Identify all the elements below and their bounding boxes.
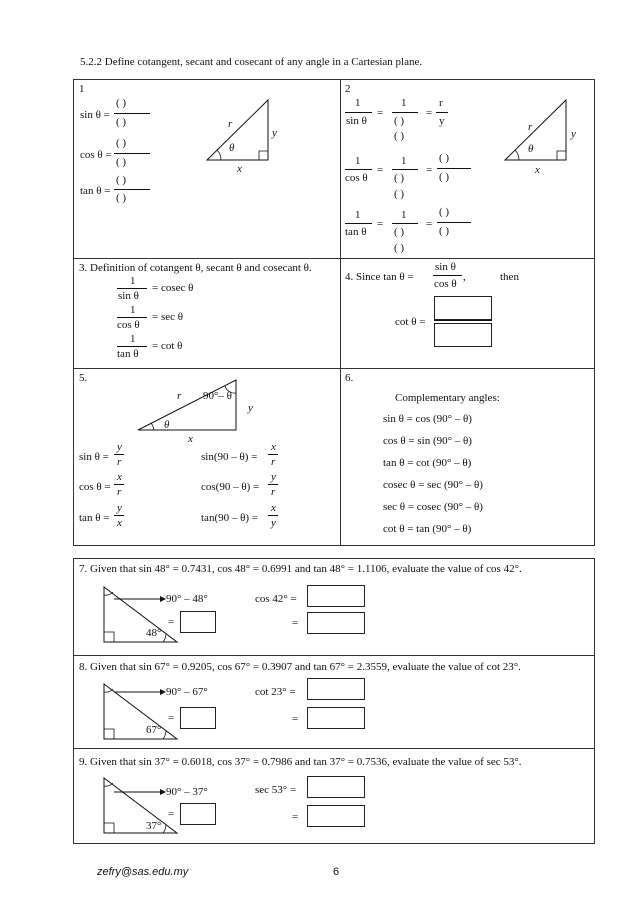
one: 1: [401, 155, 407, 167]
since-prefix: 4. Since tan θ =: [345, 271, 414, 283]
one: 1: [355, 155, 361, 167]
answer-box-angle[interactable]: [180, 803, 216, 825]
one: 1: [355, 209, 361, 221]
question-8-text: 8. Given that sin 67° = 0.9205, cos 67° = 0.3907 and tan 67° = 2.3559, evaluate the value of cot 23°.: [79, 661, 521, 673]
frac-den: r: [271, 456, 276, 468]
complementary-heading: Complementary angles:: [395, 392, 500, 404]
tan-den: tan θ: [345, 226, 367, 238]
frac-den: x: [117, 517, 122, 529]
equals: =: [426, 164, 433, 176]
one: 1: [401, 97, 407, 109]
identity-line: tan θ = cot (90° – θ): [383, 457, 472, 469]
cell-1-number: 1: [79, 83, 85, 95]
frac-den: r: [271, 486, 276, 498]
tri-theta-label: θ: [528, 143, 534, 155]
paren-blank: ( ): [439, 225, 450, 237]
one: 1: [130, 304, 136, 316]
tri-x-label: x: [535, 164, 540, 176]
tri-theta-label: θ: [229, 142, 235, 154]
tri-r-label: r: [177, 390, 182, 402]
paren-blank: ( ): [116, 192, 127, 204]
paren-blank: ( ): [394, 188, 405, 200]
tri-theta-label: θ: [164, 419, 170, 431]
footer-email: zefry@sas.edu.my: [97, 866, 189, 878]
complement-arrow-label: 90° – 67°: [166, 686, 208, 698]
then-word: then: [500, 271, 519, 283]
sin-complement-label: sin(90 – θ) =: [201, 451, 258, 463]
equals: =: [168, 712, 175, 724]
paren-blank: ( ): [394, 242, 405, 254]
paren-blank: ( ): [116, 174, 127, 186]
tri-x-label: x: [237, 163, 242, 175]
sin-den: sin θ: [118, 290, 139, 302]
target-label: sec 53° =: [255, 784, 297, 796]
equals: =: [426, 107, 433, 119]
cot-label: cot θ =: [395, 316, 426, 328]
paren-blank: ( ): [116, 116, 127, 128]
frac-den: y: [271, 517, 276, 529]
given-angle: 48°: [146, 627, 162, 639]
section-title: 5.2.2 Define cotangent, secant and cosecant of any angle in a Cartesian plane.: [80, 56, 423, 68]
complement-arrow-label: 90° – 48°: [166, 593, 208, 605]
equals: =: [377, 218, 384, 230]
frac-num: y: [117, 441, 122, 453]
cos-den: cos θ: [345, 172, 368, 184]
paren-blank: ( ): [439, 171, 450, 183]
equals: =: [168, 616, 175, 628]
one: 1: [130, 275, 136, 287]
question-7-text: 7. Given that sin 48° = 0.7431, cos 48° = 0.6991 and tan 48° = 1.1106, evaluate the value of cos 42°.: [79, 563, 522, 575]
paren-blank: ( ): [116, 137, 127, 149]
given-angle: 67°: [146, 724, 162, 736]
cell-6-number: 6.: [345, 372, 354, 384]
equals: =: [377, 107, 384, 119]
sin-den: sin θ: [346, 115, 367, 127]
equals: =: [426, 218, 433, 230]
complement-arrow-label: 90° – 37°: [166, 786, 208, 798]
cos-label: cos θ =: [79, 481, 111, 493]
frac-num: y: [117, 502, 122, 514]
equals: =: [292, 617, 299, 629]
identity-line: cot θ = tan (90° – θ): [383, 523, 472, 535]
cos-complement-label: cos(90 – θ) =: [201, 481, 260, 493]
identity-line: cosec θ = sec (90° – θ): [383, 479, 483, 491]
tri-y-label: y: [272, 127, 277, 139]
tri-y-label: y: [571, 128, 576, 140]
frac-num: x: [271, 441, 276, 453]
r-num: r: [439, 97, 443, 109]
one: 1: [401, 209, 407, 221]
paren-blank: ( ): [439, 206, 450, 218]
paren-blank: ( ): [116, 156, 127, 168]
equals: =: [168, 808, 175, 820]
equals: =: [292, 811, 299, 823]
tan-label: tan θ =: [79, 512, 110, 524]
y-den: y: [439, 115, 445, 127]
identity-line: cos θ = sin (90° – θ): [383, 435, 472, 447]
frac-num: x: [117, 471, 122, 483]
cot-def: = cot θ: [152, 340, 183, 352]
cell-3-title: 3. Definition of cotangent θ, secant θ and cosecant θ.: [79, 262, 312, 274]
given-angle: 37°: [146, 820, 162, 832]
paren-blank: ( ): [439, 152, 450, 164]
answer-box-value[interactable]: [307, 805, 365, 827]
equals: =: [377, 164, 384, 176]
cosec-def: = cosec θ: [152, 282, 194, 294]
paren-blank: ( ): [116, 97, 127, 109]
cell-5-number: 5.: [79, 372, 88, 384]
tan-label: tan θ =: [80, 185, 111, 197]
sin-label: sin θ =: [80, 109, 110, 121]
one: 1: [130, 333, 136, 345]
cos-label: cos θ =: [80, 149, 112, 161]
one: 1: [355, 97, 361, 109]
equals: =: [292, 713, 299, 725]
tan-num: sin θ: [435, 261, 456, 273]
sin-label: sin θ =: [79, 451, 109, 463]
target-label: cos 42° =: [255, 593, 297, 605]
question-9-text: 9. Given that sin 37° = 0.6018, cos 37° = 0.7986 and tan 37° = 0.7536, evaluate the value of sec 53°.: [79, 756, 522, 768]
page-number: 6: [333, 866, 340, 878]
sec-def: = sec θ: [152, 311, 184, 323]
paren-blank: ( ): [394, 172, 405, 184]
cell-2-number: 2: [345, 83, 351, 95]
identity-line: sec θ = cosec (90° – θ): [383, 501, 483, 513]
cos-den: cos θ: [117, 319, 140, 331]
frac-num: x: [271, 502, 276, 514]
frac-den: r: [117, 456, 122, 468]
paren-blank: ( ): [394, 130, 405, 142]
tri-x-label: x: [188, 433, 193, 445]
comma: ,: [463, 271, 466, 283]
tan-den: cos θ: [434, 278, 457, 290]
paren-blank: ( ): [394, 115, 405, 127]
tri-r-label: r: [528, 121, 533, 133]
tri-r-label: r: [228, 118, 233, 130]
frac-num: y: [271, 471, 276, 483]
paren-blank: ( ): [394, 226, 405, 238]
tan-complement-label: tan(90 – θ) =: [201, 512, 258, 524]
tri-y-label: y: [248, 402, 253, 414]
tri-complement-label: 90°– θ: [203, 390, 232, 402]
answer-box-identity[interactable]: [307, 776, 365, 798]
target-label: cot 23° =: [255, 686, 296, 698]
frac-den: r: [117, 486, 122, 498]
tan-den: tan θ: [117, 348, 139, 360]
identity-line: sin θ = cos (90° – θ): [383, 413, 472, 425]
